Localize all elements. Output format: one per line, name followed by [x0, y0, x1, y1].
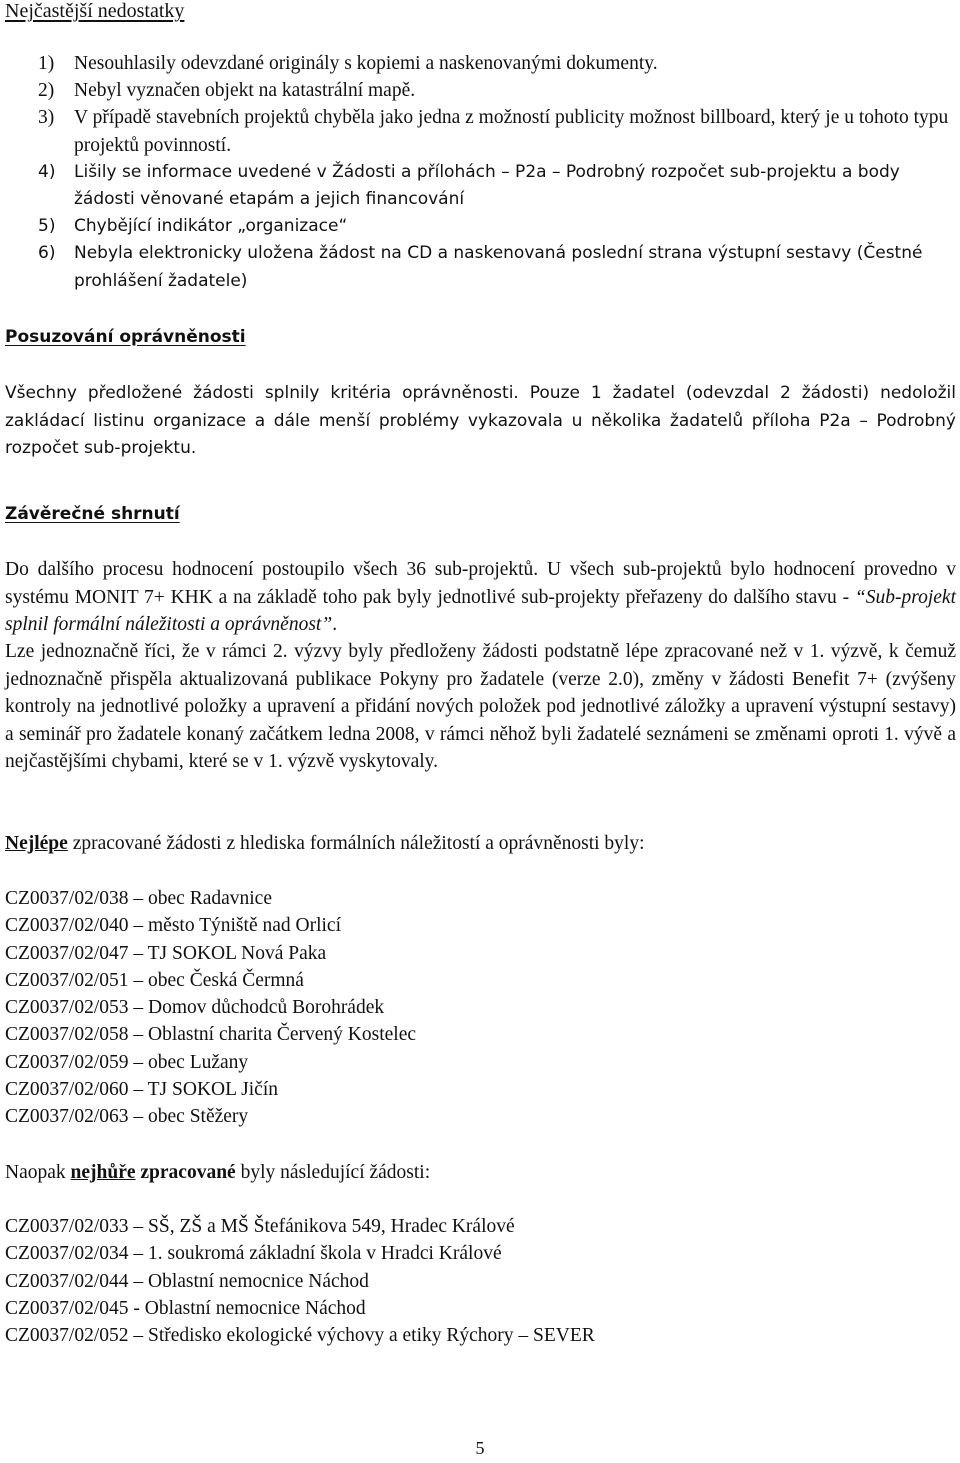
list-item: CZ0037/02/058 – Oblastní charita Červený Kostelec [5, 1024, 417, 1046]
worst-bold-word: zpracované [135, 1162, 236, 1183]
worst-intro-text: byly následující žádosti: [235, 1162, 431, 1183]
list-item: CZ0037/02/034 – 1. soukromá základní škola v Hradci Králové [5, 1243, 502, 1265]
item-number: 4) [38, 161, 56, 182]
item-number: 6) [38, 243, 56, 264]
list-item: CZ0037/02/051 – obec Česká Čermná [5, 969, 304, 991]
worst-list [5, 1213, 595, 1349]
list-item [38, 159, 956, 213]
list-item: CZ0037/02/033 – SŠ, ZŠ a MŠ Štefánikova 549, Hradec Králové [5, 1216, 515, 1237]
list-item [38, 77, 956, 104]
deficiencies-heading: Nejčastější nedostatky [5, 0, 185, 22]
list-item [38, 213, 956, 240]
eligibility-heading: Posuzování oprávněnosti [5, 327, 246, 347]
list-item: CZ0037/02/047 – TJ SOKOL Nová Paka [5, 942, 327, 964]
best-list [5, 885, 416, 1131]
list-item: CZ0037/02/038 – obec Radavnice [5, 888, 272, 909]
list-item: CZ0037/02/052 – Středisko ekologické výchovy a etiky Rýchory – SEVER [5, 1325, 595, 1347]
eligibility-paragraph [5, 380, 956, 463]
list-item: CZ0037/02/063 – obec Stěžery [5, 1106, 249, 1128]
summary-paragraph-2 [5, 638, 956, 776]
summary-heading: Závěrečné shrnutí [5, 504, 180, 524]
list-item [38, 50, 956, 77]
deficiencies-list [38, 50, 956, 295]
best-intro-text: zpracované žádosti z hlediska formálních náležitostí a oprávněnosti byly: [67, 833, 645, 854]
item-number: 3) [38, 107, 55, 129]
best-lead-word: Nejlépe [5, 833, 68, 854]
item-text: Nesouhlasily odevzdané originály s kopiemi a naskenovanými dokumenty. [74, 53, 658, 74]
summary-paragraph-1 [5, 556, 956, 639]
item-text: Lišily se informace uvedené v Žádosti a přílohách – P2a – Podrobný rozpočet sub-projektu a body žádosti věnované etapám a jejich financování [74, 161, 900, 210]
item-text: Nebyla elektronicky uložena žádost na CD a naskenovaná poslední strana výstupní sestavy (Čestné prohlášení žadatele) [74, 243, 923, 291]
summary-text-end: . [332, 614, 338, 635]
item-number: 5) [38, 216, 56, 237]
summary-text-2: Lze jednoznačně říci, že v rámci 2. výzvy byly předloženy žádosti podstatně lépe zpracované než v 1. výzvě, k čemuž jednoznačně přispěla aktualizovaná publikace Pokyny pro žadatele (verze 2.0), změny v žádosti Benefit 7+ (zvýšeny kontroly na jednotlivé položky a upravení a přidání nových položek pod jednotlivé záložky a upravení výstupní sestavy) a seminář pro žadatele konaný začátkem ledna 2008, v rámci něhož byli žadatelé seznámeni se změnami oproti 1. vývě a nejčastějšími chybami, které se v 1. výzvě vyskytovaly. [5, 641, 956, 772]
item-number: 1) [38, 53, 55, 74]
summary-status-quote: “Sub-projekt splnil formální náležitosti a oprávněnost” [5, 586, 956, 635]
list-item: CZ0037/02/040 – město Týniště nad Orlicí [5, 915, 341, 937]
list-item: CZ0037/02/045 - Oblastní nemocnice Náchod [5, 1297, 366, 1319]
item-number: 2) [38, 80, 55, 102]
list-item: CZ0037/02/044 – Oblastní nemocnice Náchod [5, 1270, 369, 1292]
eligibility-text: Všechny předložené žádosti splnily kritéria oprávněnosti. Pouze 1 žadatel (odevzdal 2 žádosti) nedoložil zakládací listinu organizace a dále menší problémy vykazovala u několika žadatelů příloha P2a – Podrobný rozpočet sub-projektu. [5, 383, 956, 458]
list-item: CZ0037/02/060 – TJ SOKOL Jičín [5, 1079, 279, 1101]
list-item [38, 240, 956, 294]
page-number: 5 [475, 1438, 485, 1458]
worst-intro [5, 1159, 956, 1187]
worst-word: nejhůře [70, 1162, 136, 1183]
worst-intro-pre: Naopak [5, 1162, 71, 1183]
item-text: Nebyl vyznačen objekt na katastrální mapě. [74, 80, 416, 102]
list-item: CZ0037/02/053 – Domov důchodců Borohrádek [5, 997, 385, 1019]
list-item: CZ0037/02/059 – obec Lužany [5, 1051, 249, 1073]
summary-text: Do dalšího procesu hodnocení postoupilo všech 36 sub-projektů. U všech sub-projektů bylo hodnocení provedno v systému MONIT 7+ KHK a na základě toho pak byly jednotlivé sub-projekty přeřazeny do dalšího stavu - [5, 559, 956, 608]
item-text: Chybějící indikátor „organizace“ [74, 216, 348, 237]
best-intro [5, 830, 956, 858]
list-item [38, 104, 956, 158]
item-text: V případě stavebních projektů chyběla jako jedna z možností publicity možnost billboard, který je u tohoto typu projektů povinností. [74, 107, 949, 156]
